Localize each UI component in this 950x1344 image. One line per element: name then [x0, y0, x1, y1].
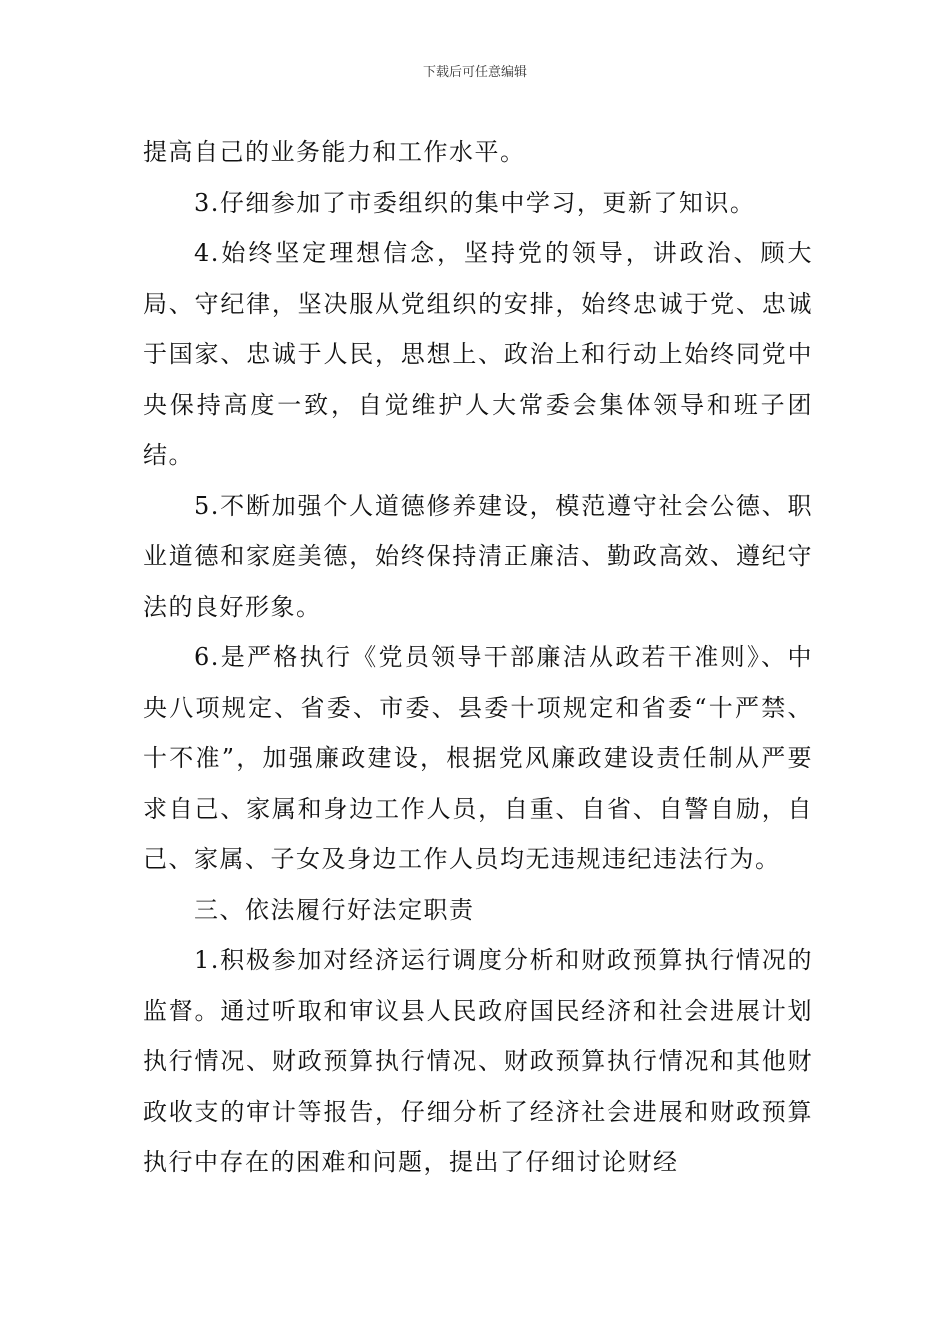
paragraph-2: 3.仔细参加了市委组织的集中学习，更新了知识。: [194, 188, 756, 217]
paragraph-6: 1.积极参加对经济运行调度分析和财政预算执行情况的监督。通过听取和审议县人民政府国民经济和社会进展计划执行情况、财政预算执行情况、财政预算执行情况和其他财政收支的审计等报告，仔细分析了经济社会进展和财政预算执行中存在的困难和问题，提出了仔细讨论财经: [143, 946, 813, 1176]
document-body: [143, 127, 813, 1188]
paragraph-1: 提高自己的业务能力和工作水平。: [143, 138, 526, 166]
paragraph-3: 4.始终坚定理想信念，坚持党的领导，讲政治、顾大局、守纪律，坚决服从党组织的安排，始终忠诚于党、忠诚于国家、忠诚于人民，思想上、政治上和行动上始终同党中央保持高度一致，自觉维护人大常委会集体领导和班子团结。: [143, 239, 813, 469]
page-header-note: 下载后可任意编辑: [422, 65, 527, 80]
paragraph-4: 5.不断加强个人道德修养建设，模范遵守社会公德、职业道德和家庭美德，始终保持清正廉洁、勤政高效、遵纪守法的良好形象。: [143, 491, 813, 621]
section-heading: 三、依法履行好法定职责: [194, 895, 475, 924]
paragraph-5: 6.是严格执行《党员领导干部廉洁从政若干准则》、中央八项规定、省委、市委、县委十项规定和省委“十严禁、十不准”，加强廉政建设，根据党风廉政建设责任制从严要求自己、家属和身边工作人员，自重、自省、自警自励，自己、家属、子女及身边工作人员均无违规违纪违法行为。: [143, 643, 813, 873]
